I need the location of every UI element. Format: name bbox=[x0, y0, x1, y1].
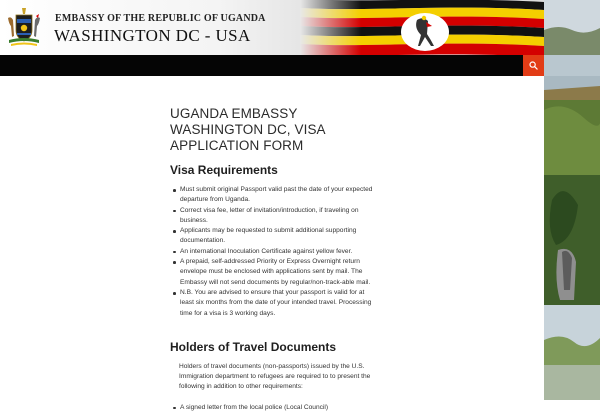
site-header-banner[interactable] bbox=[0, 0, 544, 55]
scenic-background-image bbox=[544, 0, 600, 400]
search-icon bbox=[529, 61, 538, 70]
main-navigation-bar bbox=[0, 55, 544, 76]
travel-documents-heading: Holders of Travel Documents bbox=[170, 339, 337, 354]
list-item: N.B. You are advised to ensure that your passport is valid for at least six months from the date of your intended travel. Processing time for a visa is 3 working days. bbox=[172, 288, 380, 319]
uganda-flag-image bbox=[300, 0, 544, 55]
embassy-location: WASHINGTON DC - USA bbox=[54, 26, 251, 45]
list-item: Must submit original Passport valid past the date of your expected departure from Uganda. bbox=[172, 185, 380, 206]
visa-requirements-heading: Visa Requirements bbox=[170, 163, 278, 177]
search-toggle-button[interactable] bbox=[523, 55, 544, 76]
page-title: UGANDA EMBASSY WASHINGTON DC, VISA APPLICATION FORM bbox=[170, 106, 325, 153]
visa-requirements-list bbox=[172, 185, 380, 319]
list-item: A signed letter from the local police (Local Council) bbox=[172, 403, 380, 413]
list-item: An international Inoculation Certificate against yellow fever. bbox=[172, 247, 380, 257]
travel-documents-list bbox=[172, 403, 380, 413]
list-item: Correct visa fee, letter of invitation/introduction, if traveling on business. bbox=[172, 206, 380, 227]
list-item: Applicants may be requested to submit additional supporting documentation. bbox=[172, 226, 380, 247]
entry-content bbox=[170, 106, 380, 413]
embassy-name: EMBASSY OF THE REPUBLIC OF UGANDA bbox=[55, 13, 266, 24]
coat-of-arms-logo bbox=[5, 6, 43, 48]
list-item: A prepaid, self-addressed Priority or Express Overnight return envelope must be enclosed with applications sent by mail. The Embassy will not send documents by regular/non-track-able mail. bbox=[172, 257, 380, 288]
travel-documents-paragraph: Holders of travel documents (non-passports) issued by the U.S. Immigration department to refugees are required to to present the following in addition to other requirements: bbox=[179, 362, 371, 391]
